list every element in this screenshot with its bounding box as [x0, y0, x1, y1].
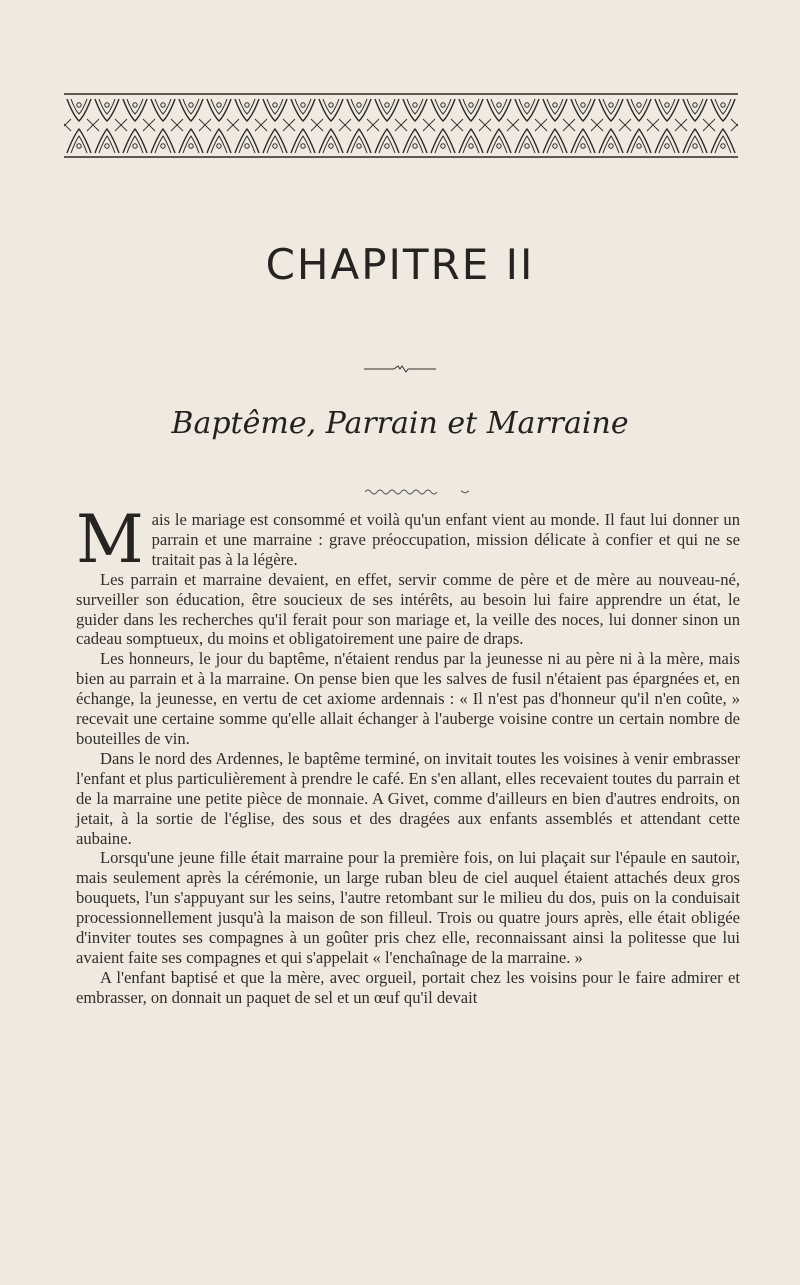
- drop-cap: M: [76, 501, 144, 578]
- separator-ornament: [360, 364, 440, 374]
- wavy-ornament: [365, 487, 485, 497]
- chapter-title: Baptême, Parrain et Marraine: [171, 406, 629, 441]
- paragraph-1-text: ais le mariage est consommé et voilà qu'un enfant vient au monde. Il faut lui donner un parrain et une marraine : grave préoccupation, mission délicate à confier et qui ne se traitait pas à la légère.: [151, 510, 740, 569]
- paragraph-2: Les parrain et marraine devaient, en effet, servir comme de père et de mère au nouveau-né, surveiller son éducation, être soucieux de ses intérêts, au besoin lui faire apprendre un état, le guider dans les recherches qu'il ferait pour son mariage et, la veille des noces, lui donner sinon un cadeau somptueux, du moins et obligatoirement une paire de draps.: [76, 569, 740, 649]
- chapter-body: [76, 501, 740, 1008]
- paragraph-3: Les honneurs, le jour du baptême, n'étaient rendus par la jeunesse ni au père ni à la mère, mais bien au parrain et à la marraine. On pense bien que les salves de fusil n'étaient pas épargnées et, en échange, la jeunesse, en vertu de cet axiome ardennais : « Il n'est pas d'honneur qu'il n'en coûte, » recevait une certaine somme qu'elle allait échanger à l'auberge voisine contre un certain nombre de bouteilles de vin.: [76, 649, 740, 748]
- paragraph-6: A l'enfant baptisé et que la mère, avec orgueil, portait chez les voisins pour le faire admirer et embrasser, on donnait un paquet de sel et un œuf qu'il devait: [76, 967, 740, 1007]
- paragraph-1: [76, 501, 740, 578]
- paragraph-5: Lorsqu'une jeune fille était marraine pour la première fois, on lui plaçait sur l'épaule en sautoir, mais seulement après la cérémonie, un large ruban bleu de ciel auquel étaient attachés deux gros bouquets, l'un s'appuyant sur les seins, l'autre retombant sur le milieu du dos, puis on la conduisait processionnellement jusqu'à la maison de son filleul. Trois ou quatre jours après, elle était obligée d'inviter toutes ses compagnes à un goûter pris chez elle, reconnaissant ainsi la politesse que lui avaient faite ses compagnes et qui s'appelait « l'enchaînage de la marraine. »: [76, 848, 740, 967]
- chapter-heading: CHAPITRE II: [265, 240, 535, 289]
- paragraph-4: Dans le nord des Ardennes, le baptême terminé, on invitait toutes les voisines à venir embrasser l'enfant et plus particulièrement à prendre le café. En s'en allant, elles recevaient toutes du parrain et de la marraine une petite pièce de monnaie. A Givet, comme d'ailleurs en bien d'autres endroits, on jetait, à la sortie de l'église, des sous et des dragées aux enfants assemblés et attendant cette aubaine.: [76, 748, 740, 848]
- decorative-frieze: [64, 93, 738, 159]
